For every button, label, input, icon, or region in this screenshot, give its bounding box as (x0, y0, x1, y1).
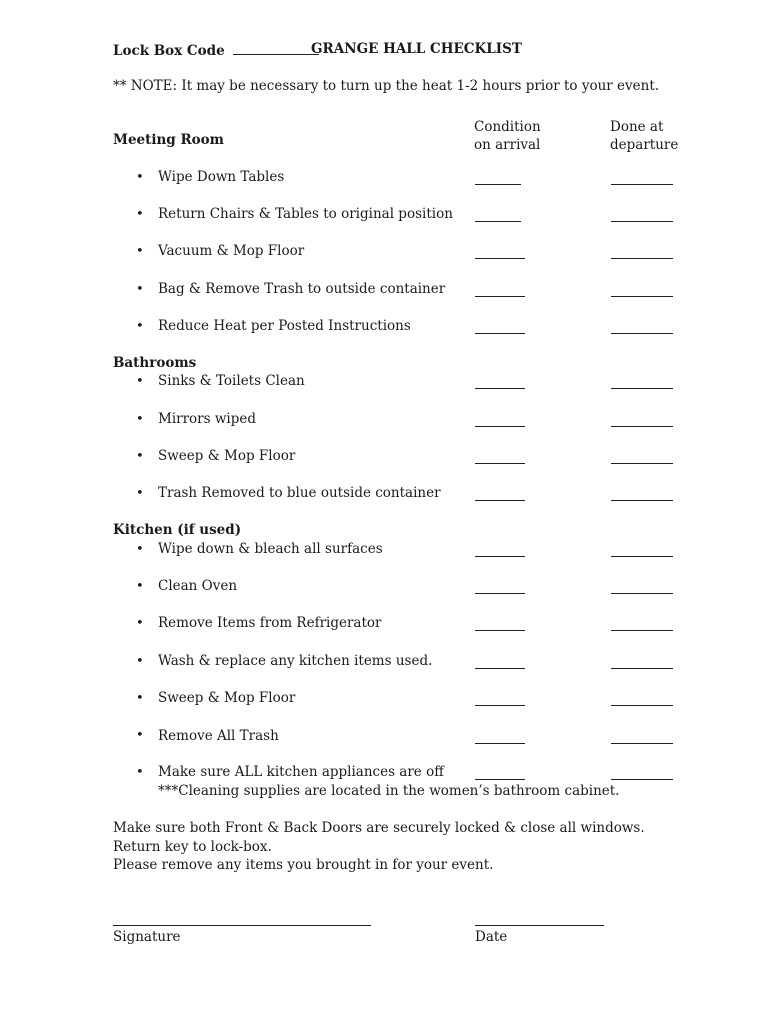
list-item-label: Sinks & Toilets Clean (158, 373, 305, 389)
condition-blank[interactable] (475, 388, 525, 389)
list-item-label: Wipe down & bleach all surfaces (158, 541, 383, 557)
condition-blank[interactable] (475, 593, 525, 594)
closing-instructions (113, 819, 645, 875)
done-blank[interactable] (611, 668, 673, 669)
signature-label: Signature (113, 929, 181, 945)
done-blank[interactable] (611, 221, 673, 222)
bullet-icon: • (136, 579, 144, 594)
done-blank[interactable] (611, 184, 673, 185)
done-blank[interactable] (611, 705, 673, 706)
list-item-label: Wipe Down Tables (158, 169, 285, 185)
done-blank[interactable] (611, 388, 673, 389)
done-header-line2: departure (610, 137, 679, 153)
section-title-meeting-room: Meeting Room (113, 132, 224, 148)
done-blank[interactable] (611, 743, 673, 744)
condition-header-line2: on arrival (474, 137, 541, 153)
heat-note: ** NOTE: It may be necessary to turn up the heat 1-2 hours prior to your event. (113, 78, 660, 94)
condition-blank[interactable] (475, 556, 525, 557)
bullet-icon: • (136, 449, 144, 464)
condition-blank[interactable] (475, 463, 525, 464)
done-blank[interactable] (611, 333, 673, 334)
page-title: GRANGE HALL CHECKLIST (311, 41, 522, 57)
bullet-icon: • (136, 412, 144, 427)
done-blank[interactable] (611, 296, 673, 297)
done-blank[interactable] (611, 593, 673, 594)
list-item-label: Clean Oven (158, 578, 238, 594)
bullet-icon: • (136, 244, 144, 259)
list-item-label: Mirrors wiped (158, 411, 256, 427)
section-title-bathrooms: Bathrooms (113, 355, 197, 371)
section-title-kitchen: Kitchen (if used) (113, 522, 242, 538)
bullet-icon: • (136, 170, 144, 185)
closing-line-items: Please remove any items you brought in for your event. (113, 857, 494, 873)
done-header-line1: Done at (610, 119, 664, 135)
list-item-label: Vacuum & Mop Floor (158, 243, 305, 259)
bullet-icon: • (136, 765, 144, 780)
done-blank[interactable] (611, 500, 673, 501)
condition-blank[interactable] (475, 184, 521, 185)
list-item-label: Wash & replace any kitchen items used. (158, 653, 433, 669)
done-blank[interactable] (611, 426, 673, 427)
list-item-label: Reduce Heat per Posted Instructions (158, 318, 411, 334)
condition-blank[interactable] (475, 668, 525, 669)
bullet-icon: • (136, 374, 144, 389)
date-label: Date (475, 929, 508, 945)
lock-box-code-field[interactable] (233, 41, 319, 55)
bullet-icon: • (136, 207, 144, 222)
done-blank[interactable] (611, 779, 673, 780)
signature-field[interactable] (113, 925, 371, 926)
header-line (113, 41, 319, 59)
bullet-icon: • (136, 691, 144, 706)
condition-blank[interactable] (475, 779, 525, 780)
cleaning-supplies-note: ***Cleaning supplies are located in the women’s bathroom cabinet. (158, 783, 620, 799)
list-item-label: Sweep & Mop Floor (158, 690, 296, 706)
list-item-label: Return Chairs & Tables to original position (158, 206, 453, 222)
done-column-header (610, 118, 678, 154)
condition-header-line1: Condition (474, 119, 541, 135)
condition-blank[interactable] (475, 296, 525, 297)
bullet-icon: • (136, 654, 144, 669)
list-item-label: Remove All Trash (158, 728, 279, 744)
condition-blank[interactable] (475, 258, 525, 259)
bullet-icon: • (136, 319, 144, 334)
condition-blank[interactable] (475, 705, 525, 706)
list-item-label: Remove Items from Refrigerator (158, 615, 382, 631)
condition-blank[interactable] (475, 743, 525, 744)
condition-blank[interactable] (475, 221, 521, 222)
done-blank[interactable] (611, 556, 673, 557)
done-blank[interactable] (611, 463, 673, 464)
done-blank[interactable] (611, 258, 673, 259)
list-item-label: Sweep & Mop Floor (158, 448, 296, 464)
closing-line-doors: Make sure both Front & Back Doors are securely locked & close all windows. (113, 820, 645, 836)
done-blank[interactable] (611, 630, 673, 631)
closing-line-key: Return key to lock-box. (113, 838, 272, 855)
bullet-icon: • (136, 616, 144, 631)
bullet-icon: • (136, 486, 144, 501)
list-item-label: Bag & Remove Trash to outside container (158, 281, 446, 297)
condition-blank[interactable] (475, 500, 525, 501)
condition-blank[interactable] (475, 333, 525, 334)
condition-blank[interactable] (475, 426, 525, 427)
bullet-icon: • (136, 542, 144, 557)
bullet-icon: • (136, 728, 144, 743)
condition-blank[interactable] (475, 630, 525, 631)
list-item-label: Make sure ALL kitchen appliances are off (158, 764, 444, 780)
date-field[interactable] (475, 925, 604, 926)
lock-box-label: Lock Box Code (113, 43, 225, 59)
condition-column-header (474, 118, 541, 154)
bullet-icon: • (136, 282, 144, 297)
list-item-label: Trash Removed to blue outside container (158, 485, 441, 501)
